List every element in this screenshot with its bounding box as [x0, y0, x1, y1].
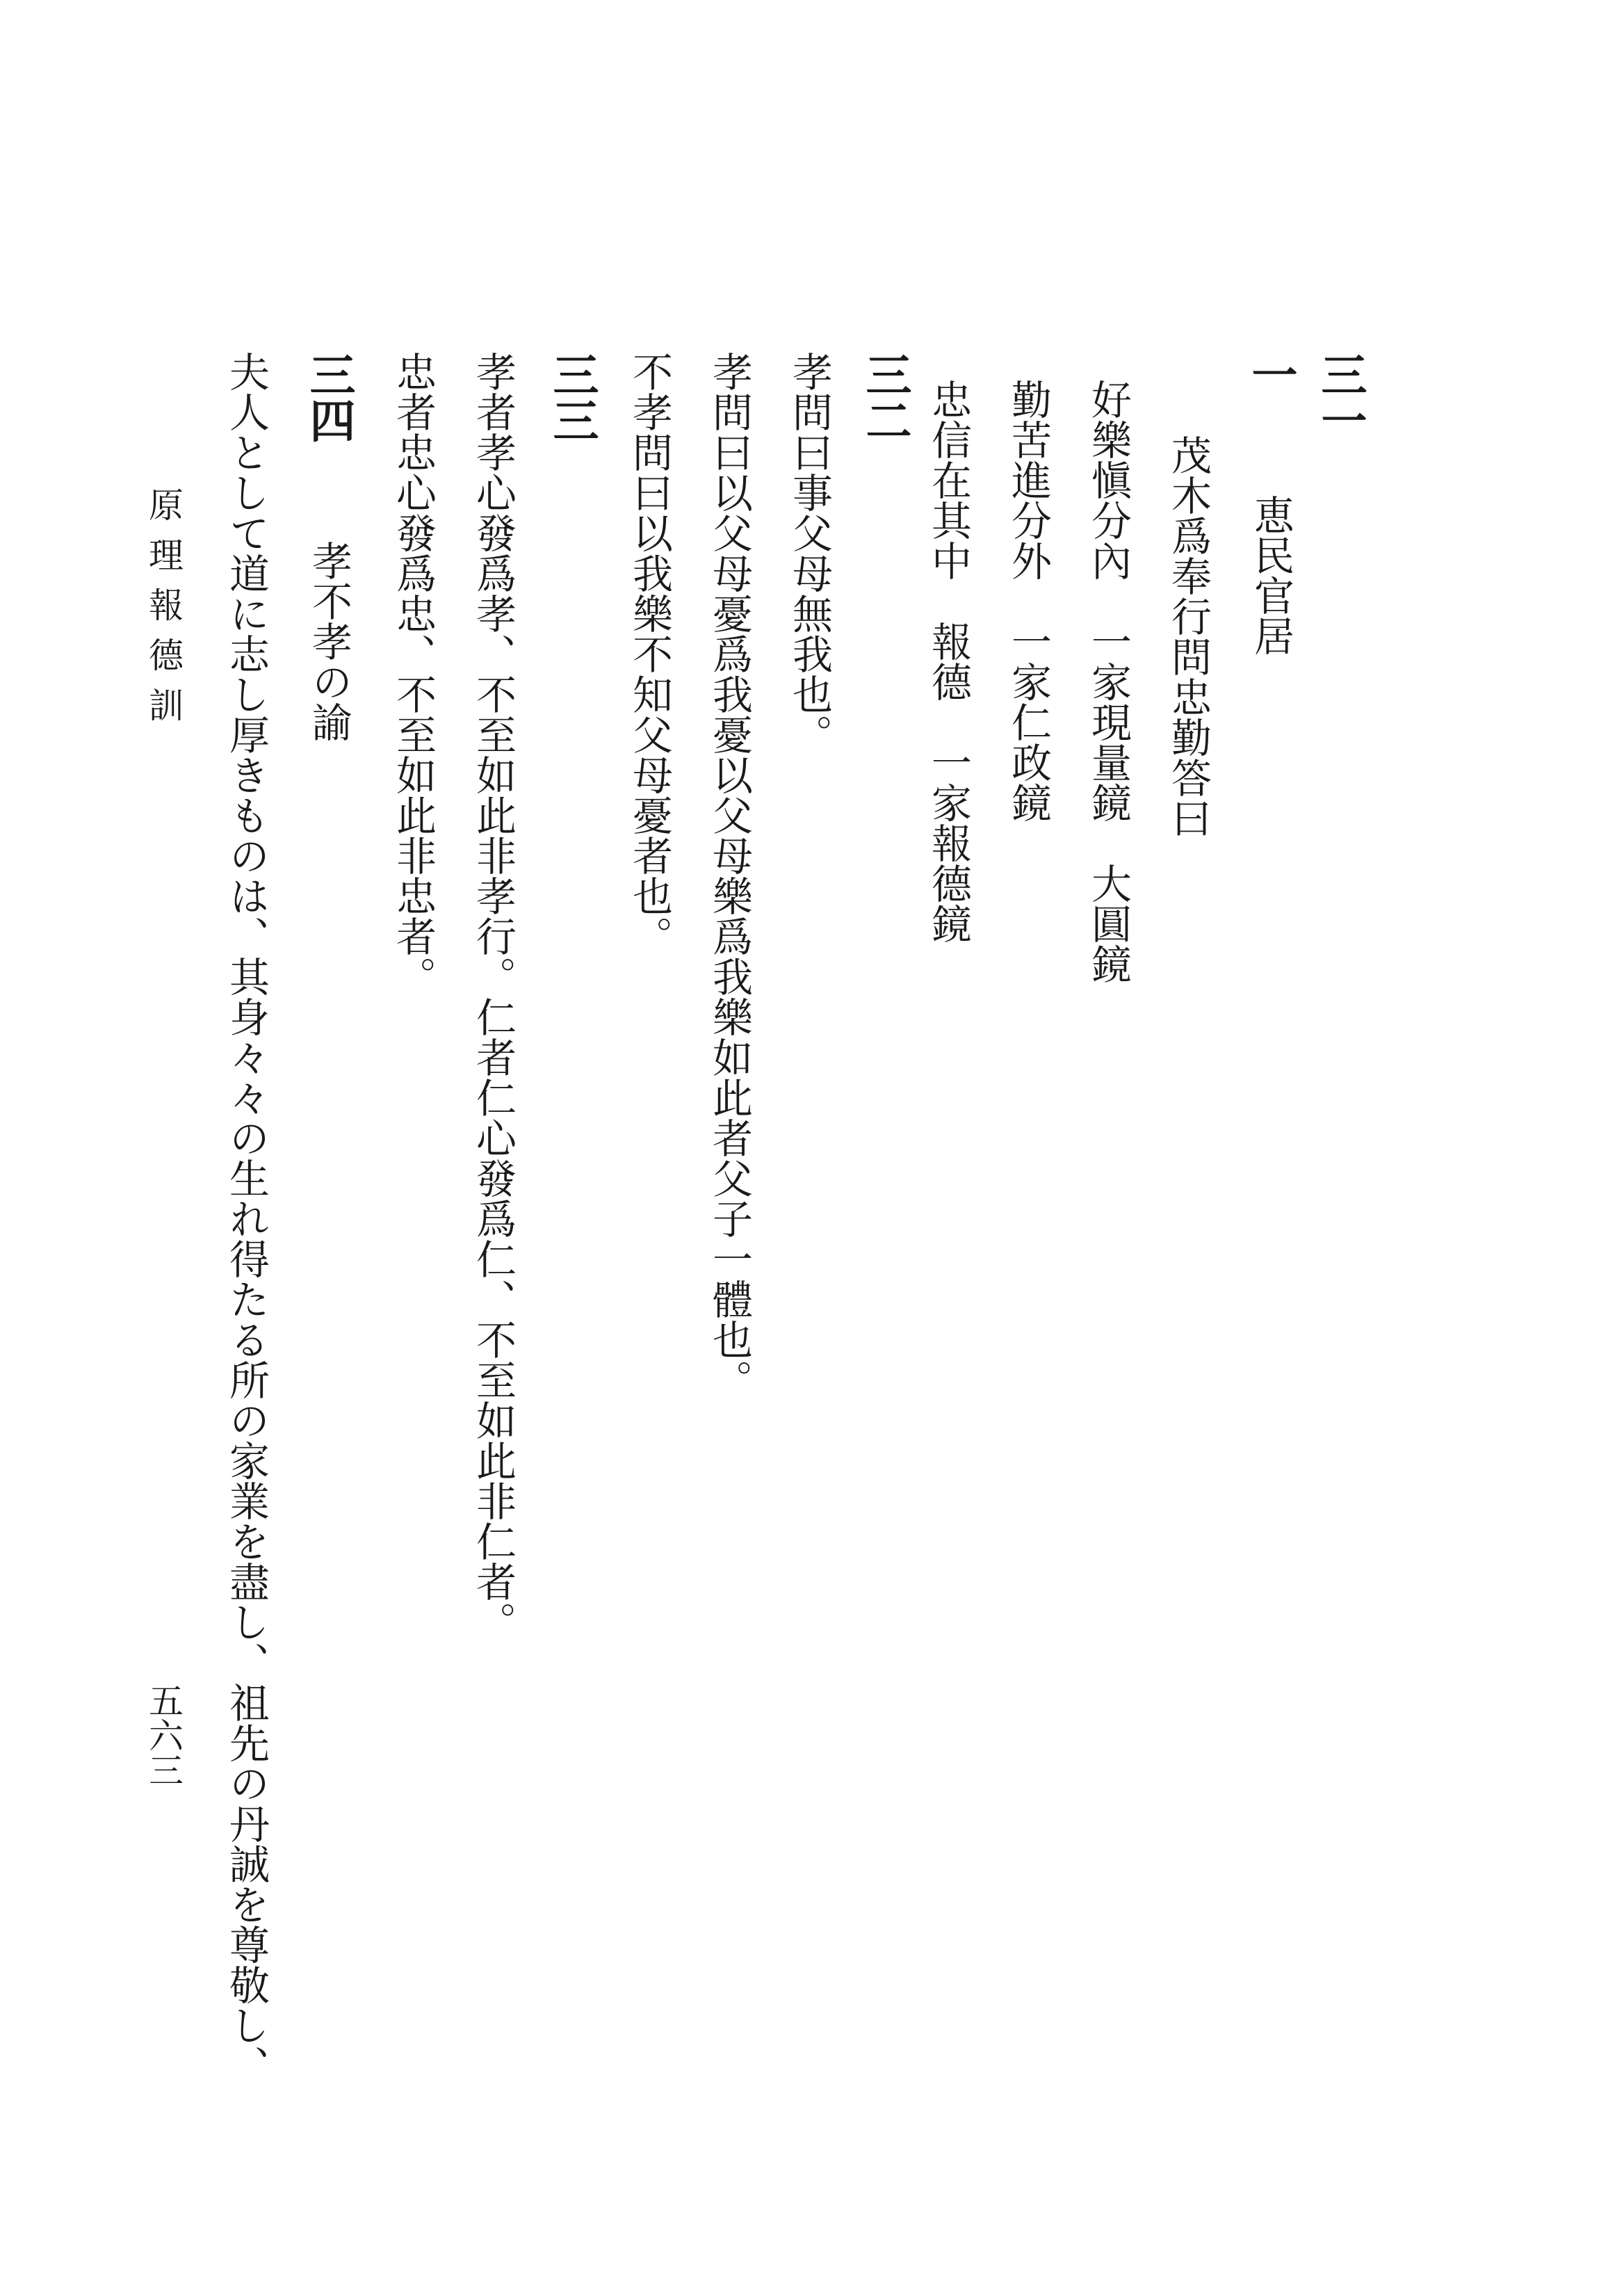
section-number-33: 三三: [545, 351, 599, 443]
section-number-31: 三一: [1313, 351, 1367, 443]
text-column-12: 夫人として道に志し厚きものは、其身々々の生れ得たる所の家業を盡し、祖先の丹誠を尊敬し、: [222, 351, 270, 2085]
section-number-34: 三四: [302, 351, 356, 443]
text-column-8: 不孝問曰以我樂不知父母憂者也。: [626, 351, 673, 956]
text-column-10: 忠者忠心發爲忠、不至如此非忠者。: [389, 351, 437, 996]
text-column-6: 孝問曰事父母無我也。: [786, 351, 833, 754]
text-column-5: 忠信在其中 報德 一家報德鏡: [925, 379, 972, 944]
text-column-3: 好樂愼分內 一家現量鏡 大圓鏡: [1085, 379, 1132, 984]
section-title: 孝不孝の諭: [305, 540, 352, 742]
text-column-9: 孝者孝心發爲孝、不至如此非孝行。仁者仁心發爲仁、不至如此非仁者。: [469, 351, 517, 1642]
column-text: 恵民官居: [1247, 494, 1294, 656]
page-number: 五六三: [143, 1683, 184, 1787]
text-column-1: [1244, 351, 1298, 656]
text-column-7: 孝問曰以父母憂爲我憂以父母樂爲我樂如此者父子一體也。: [706, 351, 753, 1400]
text-column-11: [302, 351, 356, 742]
running-head: 原理報德訓: [143, 487, 184, 737]
section-number-32: 三二: [858, 351, 912, 443]
text-column-4: 勤苦進分外 一家仁政鏡: [1005, 379, 1052, 823]
item-number: 一: [1244, 351, 1298, 397]
text-column-2: 茂木爲奉行問忠勤答曰: [1164, 435, 1212, 838]
